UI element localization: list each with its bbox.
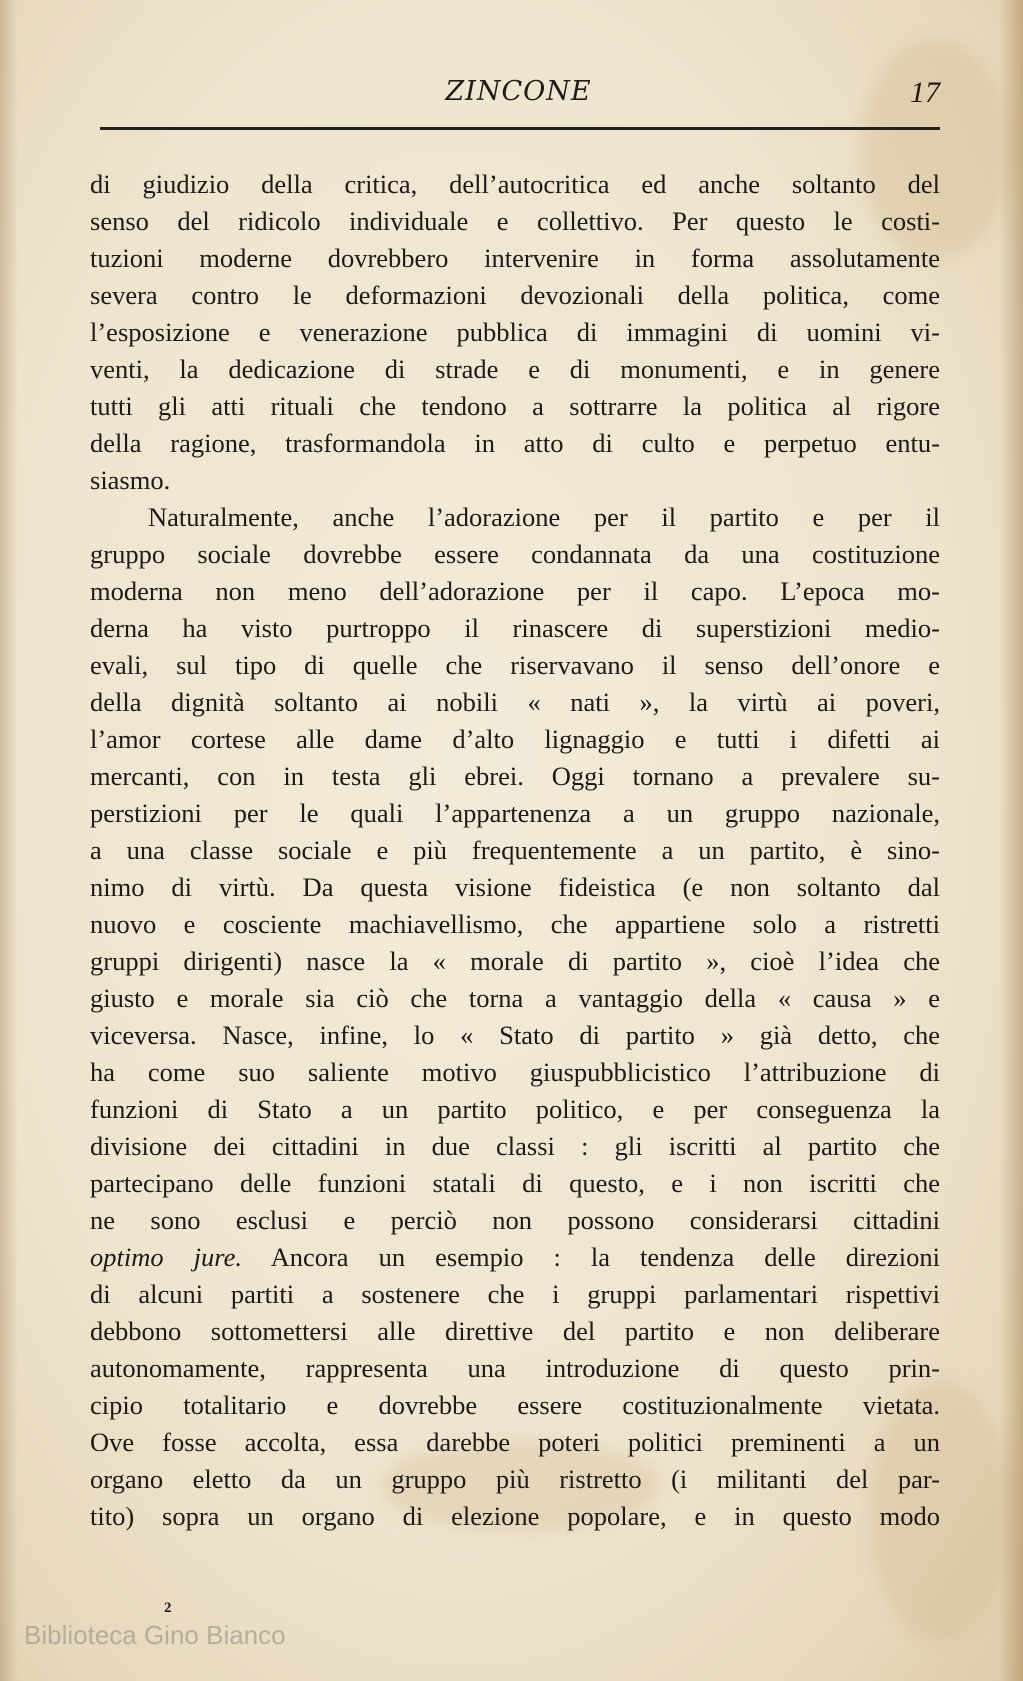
text-line: a una classe sociale e più frequentemente a un partito, è sino- xyxy=(90,835,940,865)
text-line: della ragione, trasformandola in atto di culto e perpetuo entu- xyxy=(90,428,940,458)
text-line: tito) sopra un organo di elezione popolare, e in questo modo xyxy=(90,1501,940,1531)
text-line: gruppi dirigenti) nasce la « morale di partito », cioè l’idea che xyxy=(90,946,940,976)
text-line-rest: Ancora un esempio : la tendenza delle direzioni xyxy=(270,1242,940,1272)
text-line: della dignità soltanto ai nobili « nati », la virtù ai poveri, xyxy=(90,687,940,717)
text-line: nimo di virtù. Da questa visione fideistica (e non soltanto dal xyxy=(90,872,940,902)
text-line: l’amor cortese alle dame d’alto lignaggio e tutti i difetti ai xyxy=(90,724,940,754)
running-head: ZINCONE xyxy=(445,76,592,107)
paragraph-start-line: Naturalmente, anche l’adorazione per il partito e per il xyxy=(148,502,940,532)
text-line: Ove fosse accolta, essa darebbe poteri politici preminenti a un xyxy=(90,1427,940,1457)
text-line-with-italic xyxy=(90,1239,940,1276)
page-edge-right xyxy=(999,0,1023,1681)
text-line: derna ha visto purtroppo il rinascere di superstizioni medio- xyxy=(90,613,940,643)
text-line: evali, sul tipo di quelle che riservavano il senso dell’onore e xyxy=(90,650,940,680)
page-edge-left xyxy=(0,0,18,1681)
text-line: funzioni di Stato a un partito politico, e per conseguenza la xyxy=(90,1094,940,1124)
text-line: perstizioni per le quali l’appartenenza a un gruppo nazionale, xyxy=(90,798,940,828)
text-line: organo eletto da un gruppo più ristretto (i militanti del par- xyxy=(90,1464,940,1494)
text-line: venti, la dedicazione di strade e di monumenti, e in genere xyxy=(90,354,940,384)
text-line: tutti gli atti rituali che tendono a sottrarre la politica al rigore xyxy=(90,391,940,421)
text-line: gruppo sociale dovrebbe essere condannata da una costituzione xyxy=(90,539,940,569)
text-line: ne sono esclusi e perciò non possono considerarsi cittadini xyxy=(90,1205,940,1235)
header-rule xyxy=(100,127,940,130)
text-line: autonomamente, rappresenta una introduzione di questo prin- xyxy=(90,1353,940,1383)
text-line: moderna non meno dell’adorazione per il capo. L’epoca mo- xyxy=(90,576,940,606)
text-line: nuovo e cosciente machiavellismo, che appartiene solo a ristretti xyxy=(90,909,940,939)
text-line: cipio totalitario e dovrebbe essere costituzionalmente vietata. xyxy=(90,1390,940,1420)
text-line: l’esposizione e venerazione pubblica di immagini di uomini vi- xyxy=(90,317,940,347)
text-line: giusto e morale sia ciò che torna a vantaggio della « causa » e xyxy=(90,983,940,1013)
text-line: debbono sottomettersi alle direttive del partito e non deliberare xyxy=(90,1316,940,1346)
italic-phrase: optimo jure. xyxy=(90,1242,242,1272)
text-line: ha come suo saliente motivo giuspubblicistico l’attribuzione di xyxy=(90,1057,940,1087)
text-line: severa contro le deformazioni devozionali della politica, come xyxy=(90,280,940,310)
signature-mark: 2 xyxy=(164,1600,172,1616)
text-line: di giudizio della critica, dell’autocritica ed anche soltanto del xyxy=(90,169,940,199)
text-line: partecipano delle funzioni statali di questo, e i non iscritti che xyxy=(90,1168,940,1198)
text-line: tuzioni moderne dovrebbero intervenire in forma assolutamente xyxy=(90,243,940,273)
text-line: divisione dei cittadini in due classi : gli iscritti al partito che xyxy=(90,1131,940,1161)
page-header xyxy=(97,72,940,120)
text-line: siasmo. xyxy=(90,465,171,495)
text-line: viceversa. Nasce, infine, lo « Stato di partito » già detto, che xyxy=(90,1020,940,1050)
body-text xyxy=(90,166,940,1535)
text-line: mercanti, con in testa gli ebrei. Oggi tornano a prevalere su- xyxy=(90,761,940,791)
page-number: 17 xyxy=(910,76,940,109)
text-line: di alcuni partiti a sostenere che i gruppi parlamentari rispettivi xyxy=(90,1279,940,1309)
text-line: senso del ridicolo individuale e collettivo. Per questo le costi- xyxy=(90,206,940,236)
library-watermark: Biblioteca Gino Bianco xyxy=(24,1620,286,1650)
